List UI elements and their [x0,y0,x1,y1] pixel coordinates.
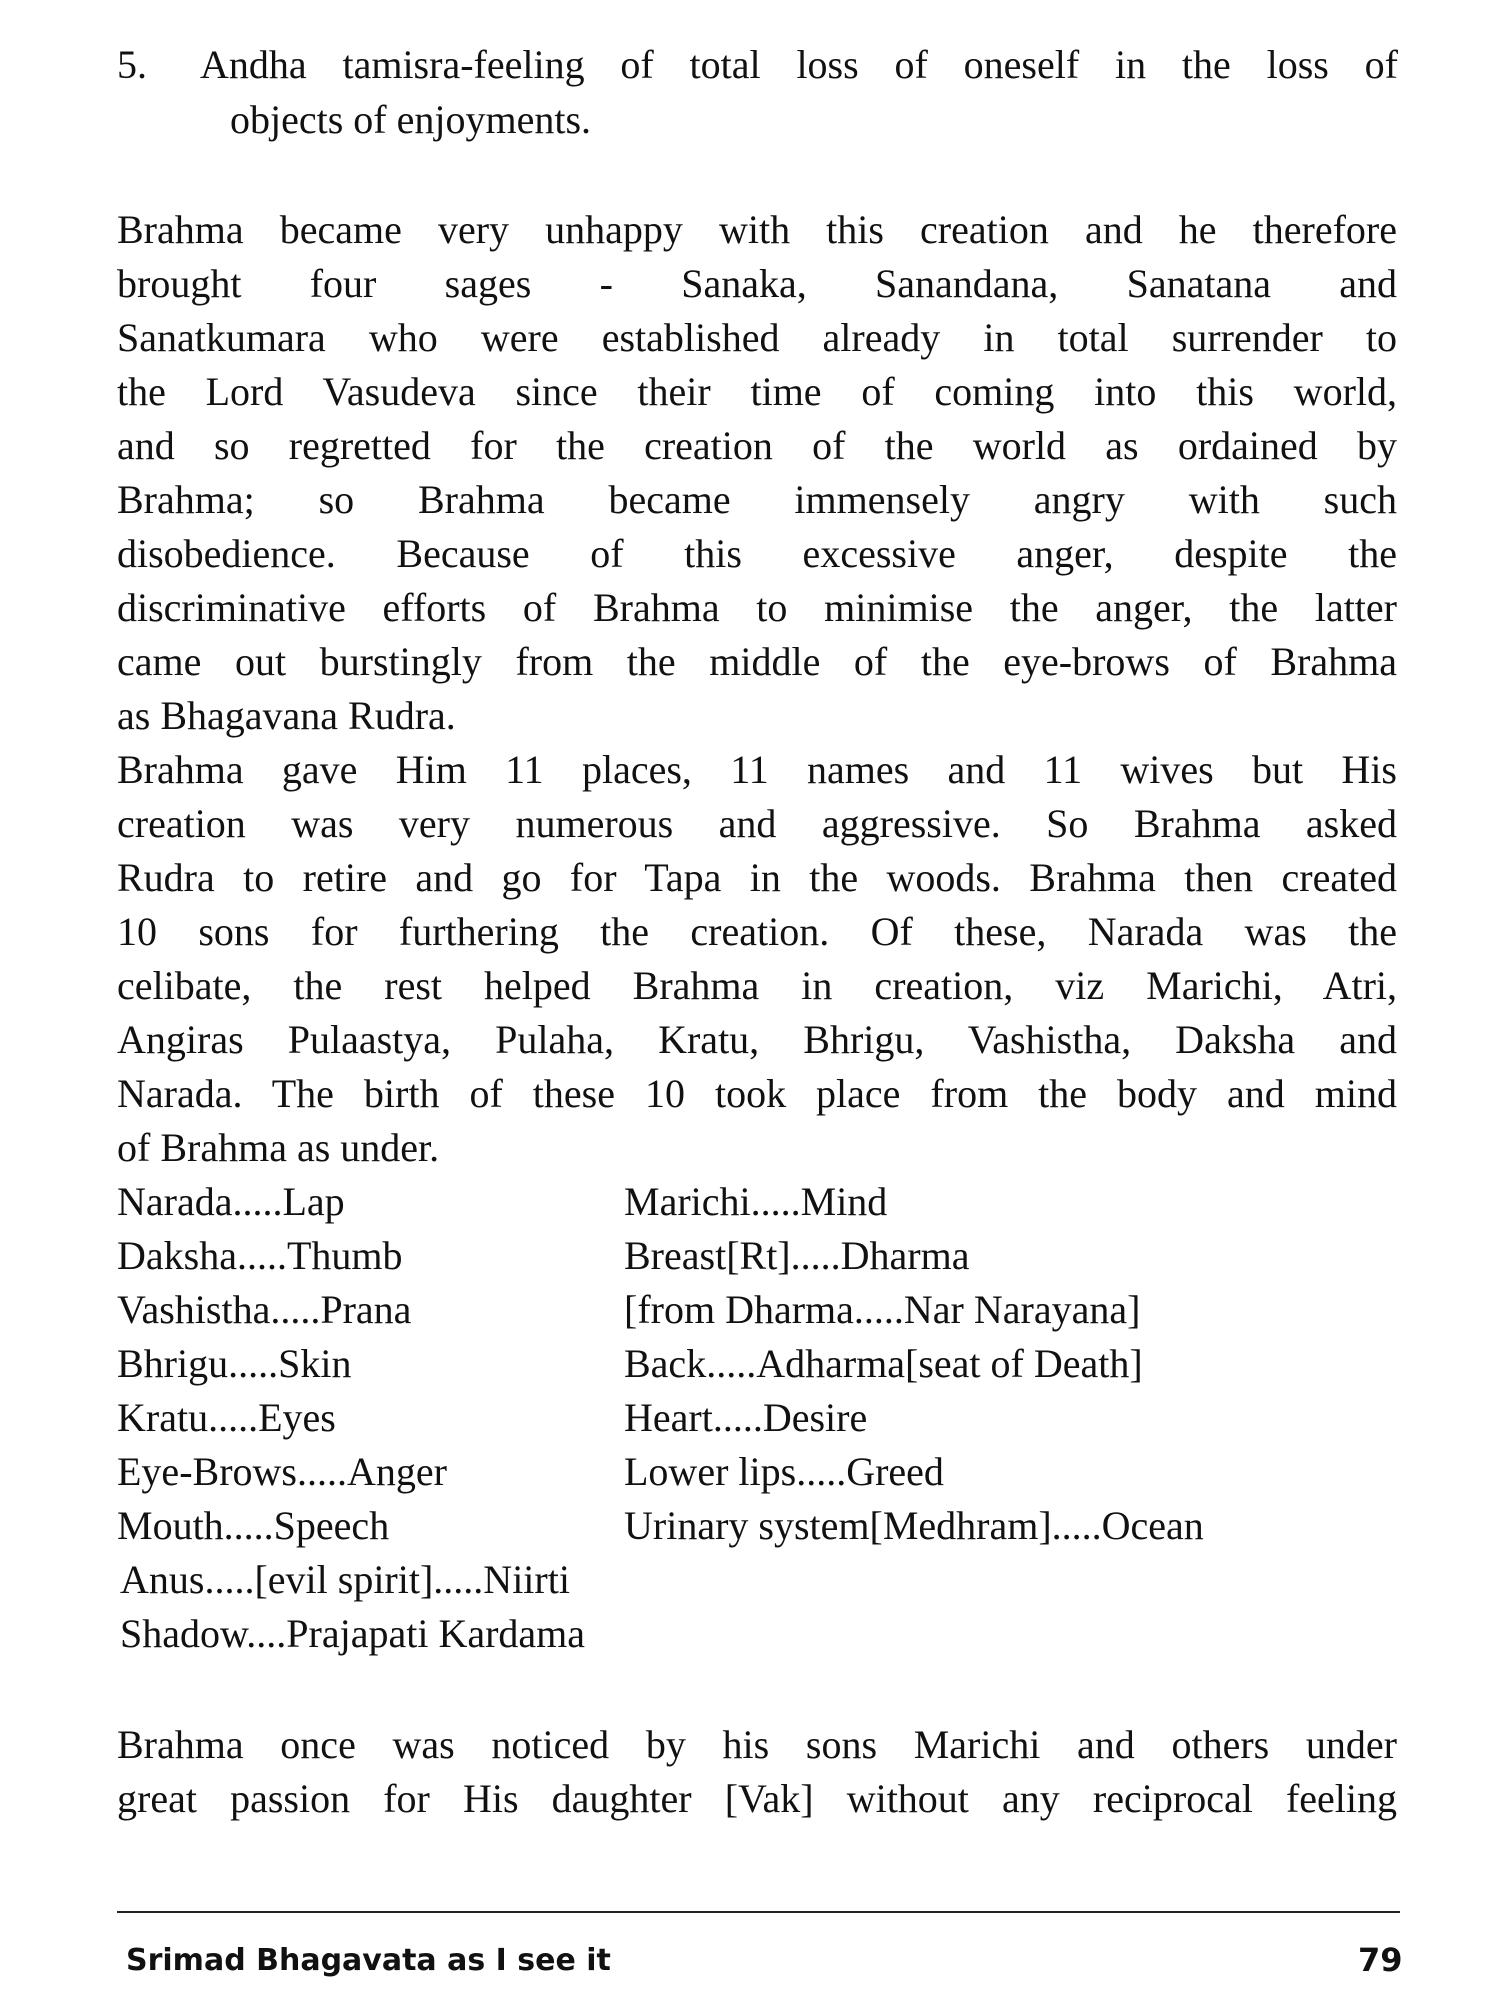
origin-entry: Shadow....Prajapati Kardama [120,1611,586,1656]
paragraph-line: of Brahma as under. [117,1125,440,1170]
paragraph-line: creation was very numerous and aggressive. So Brahma asked [117,801,1397,846]
page-number: 79 [1358,1941,1403,1979]
paragraph-line: Angiras Pulaastya, Pulaha, Kratu, Bhrigu, Vashistha, Daksha and [117,1017,1397,1062]
paragraph-line: Brahma once was noticed by his sons Marichi and others under [117,1722,1397,1767]
origin-entry: Anus.....[evil spirit].....Niirti [120,1557,570,1602]
origin-entry: Urinary system[Medhram].....Ocean [624,1503,1204,1548]
paragraph-line: discriminative efforts of Brahma to minimise the anger, the latter [117,585,1397,630]
origin-entry: Vashistha.....Prana [117,1287,412,1332]
list-item-number: 5. [117,42,147,87]
paragraph-line: Brahma gave Him 11 places, 11 names and 11 wives but His [117,747,1397,792]
origin-entry: [from Dharma.....Nar Narayana] [624,1287,1141,1332]
origin-entry: Marichi.....Mind [624,1179,888,1224]
paragraph-line: Rudra to retire and go for Tapa in the woods. Brahma then created [117,855,1397,900]
paragraph-line: Narada. The birth of these 10 took place from the body and mind [117,1071,1397,1116]
paragraph-line: celibate, the rest helped Brahma in creation, viz Marichi, Atri, [117,963,1397,1008]
origin-entry: Narada.....Lap [117,1179,345,1224]
paragraph-line: great passion for His daughter [Vak] without any reciprocal feeling [117,1776,1397,1821]
paragraph-line: came out burstingly from the middle of the eye-brows of Brahma [117,639,1397,684]
list-item-line-1: Andha tamisra-feeling of total loss of oneself in the loss of [200,42,1398,87]
paragraph-line: as Bhagavana Rudra. [117,693,456,738]
origin-entry: Lower lips.....Greed [624,1449,944,1494]
origin-entry: Daksha.....Thumb [117,1233,403,1278]
paragraph-line: brought four sages - Sanaka, Sanandana, Sanatana and [117,261,1397,306]
paragraph-line: Brahma; so Brahma became immensely angry with such [117,477,1397,522]
paragraph-line: the Lord Vasudeva since their time of coming into this world, [117,369,1397,414]
paragraph-line: disobedience. Because of this excessive anger, despite the [117,531,1397,576]
paragraph-line: Sanatkumara who were established already in total surrender to [117,315,1397,360]
origin-entry: Back.....Adharma[seat of Death] [624,1341,1143,1386]
paragraph-line: 10 sons for furthering the creation. Of these, Narada was the [117,909,1397,954]
paragraph-line: Brahma became very unhappy with this creation and he therefore [117,207,1397,252]
paragraph-line: and so regretted for the creation of the world as ordained by [117,423,1397,468]
origin-entry: Eye-Brows.....Anger [117,1449,447,1494]
origin-entry: Bhrigu.....Skin [117,1341,352,1386]
origin-entry: Breast[Rt].....Dharma [624,1233,970,1278]
origin-entry: Heart.....Desire [624,1395,868,1440]
footer-divider [117,1911,1400,1913]
origin-entry: Kratu.....Eyes [117,1395,336,1440]
origin-entry: Mouth.....Speech [117,1503,390,1548]
running-footer-title: Srimad Bhagavata as I see it [126,1943,611,1978]
list-item-line-2: objects of enjoyments. [230,97,592,142]
